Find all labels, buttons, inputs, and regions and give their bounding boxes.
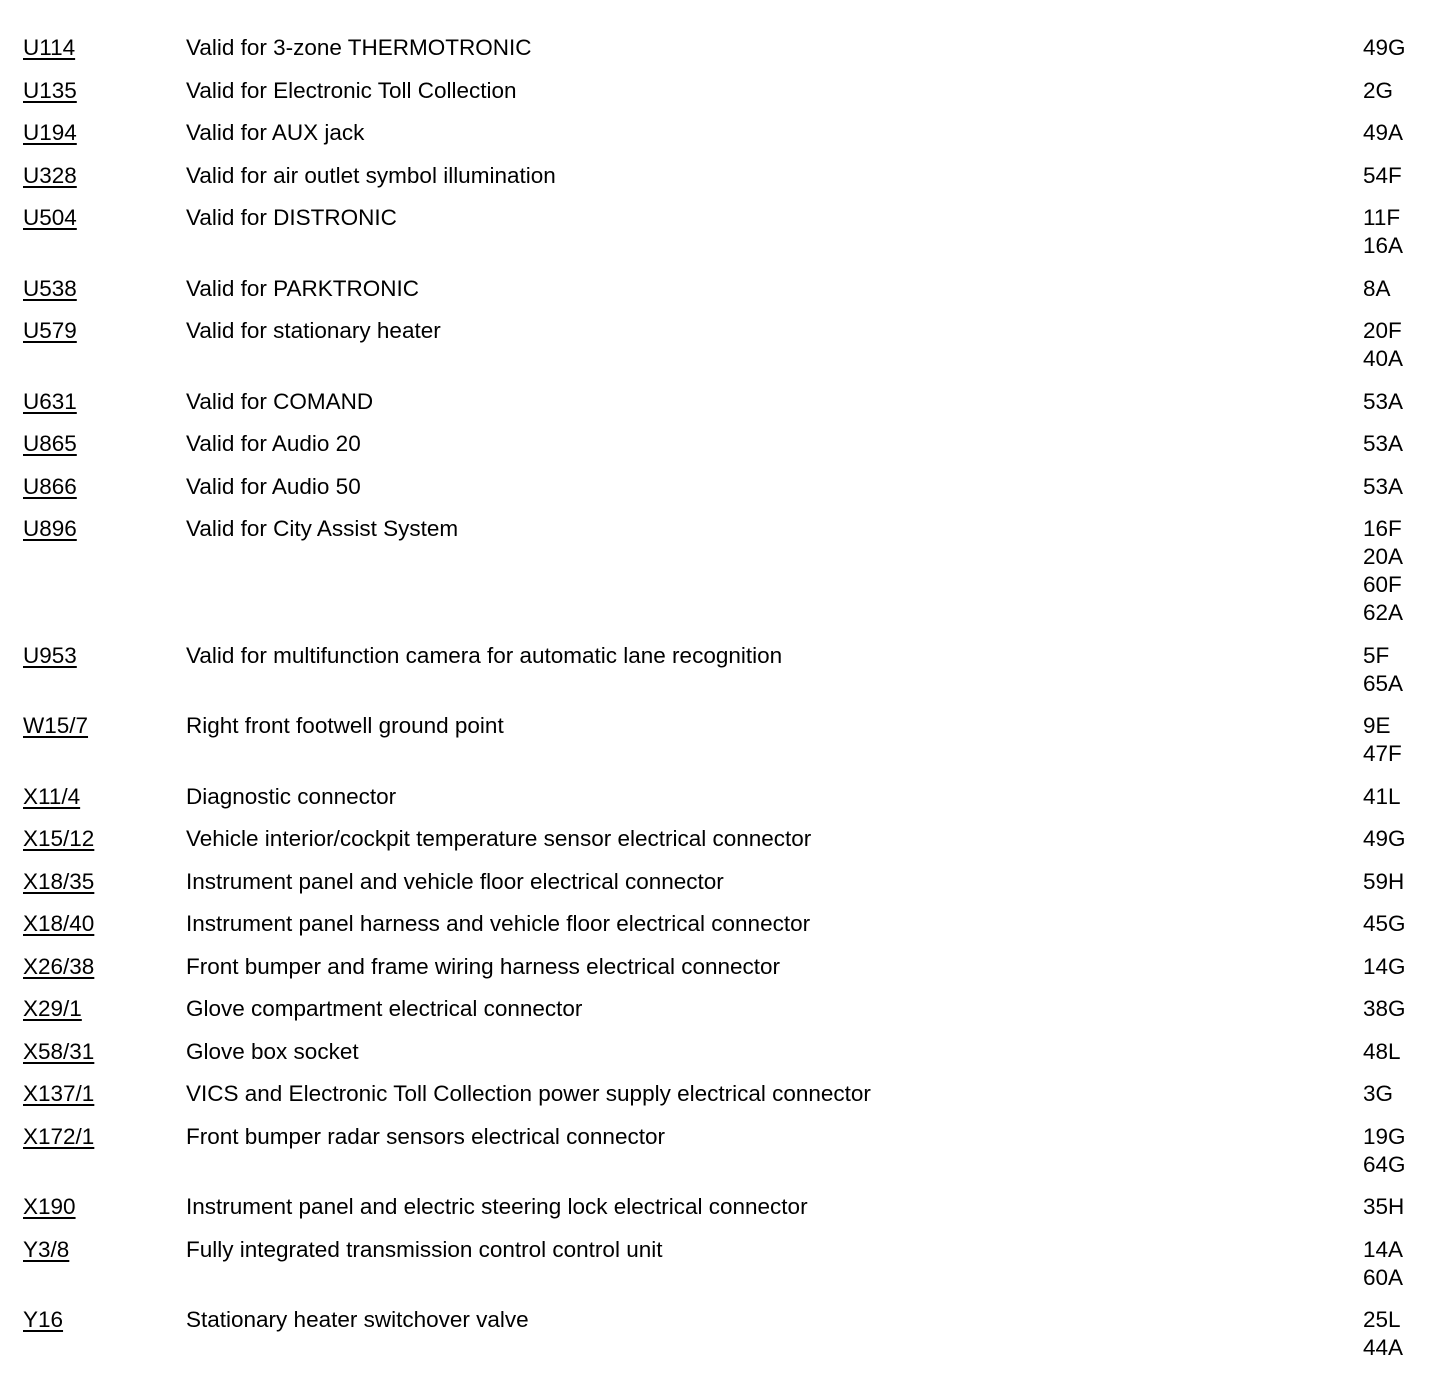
legend-row	[23, 1193, 1423, 1221]
component-code-link[interactable]: X11/4	[23, 783, 81, 809]
component-code-link[interactable]: U114	[23, 35, 76, 60]
component-code-link[interactable]: Y16	[23, 1307, 64, 1332]
legend-row	[23, 783, 1423, 811]
component-description: Valid for 3-zone THERMOTRONIC	[186, 35, 532, 60]
component-code-link[interactable]: U631	[23, 388, 77, 414]
legend-row	[23, 825, 1423, 853]
component-code-link[interactable]: X172/1	[23, 1123, 95, 1149]
grid-references	[1363, 712, 1423, 768]
component-code-link[interactable]: X58/31	[23, 1038, 95, 1064]
component-code-link[interactable]: U504	[23, 205, 77, 230]
grid-reference: 49A	[1363, 120, 1404, 145]
component-code-link[interactable]: X18/40	[23, 911, 95, 936]
grid-references	[1363, 1123, 1423, 1179]
legend-row	[23, 34, 1423, 62]
component-description: Front bumper and frame wiring harness electrical connector	[186, 953, 781, 979]
legend-row	[23, 162, 1423, 190]
legend-row	[23, 1306, 1423, 1362]
component-code-link[interactable]: U135	[23, 77, 77, 103]
component-description: Glove compartment electrical connector	[186, 996, 583, 1021]
component-description: Right front footwell ground point	[186, 713, 504, 738]
legend-row	[23, 275, 1423, 303]
component-legend-list	[23, 34, 1423, 1377]
component-code-link[interactable]: U953	[23, 642, 77, 668]
component-description: Glove box socket	[186, 1038, 359, 1064]
grid-references	[1363, 995, 1423, 1023]
legend-row	[23, 995, 1423, 1023]
grid-references	[1363, 1038, 1423, 1066]
grid-reference: 20F	[1363, 318, 1402, 343]
grid-references	[1363, 317, 1423, 373]
grid-references	[1363, 953, 1423, 981]
grid-reference: 65A	[1363, 670, 1404, 696]
grid-references	[1363, 910, 1423, 938]
component-code-link[interactable]: U194	[23, 120, 77, 145]
component-code-link[interactable]: Y3/8	[23, 1236, 70, 1262]
grid-reference: 41L	[1363, 783, 1401, 809]
legend-row	[23, 953, 1423, 981]
component-code-link[interactable]: U579	[23, 318, 77, 343]
legend-row	[23, 317, 1423, 373]
grid-references	[1363, 204, 1423, 260]
component-description: Instrument panel harness and vehicle floor electrical connector	[186, 911, 811, 936]
grid-references	[1363, 34, 1423, 62]
component-code-link[interactable]: U865	[23, 431, 77, 456]
grid-reference: 60A	[1363, 1264, 1404, 1290]
grid-reference: 62A	[1363, 600, 1404, 625]
component-description: Stationary heater switchover valve	[186, 1307, 529, 1332]
legend-row	[23, 515, 1423, 627]
grid-references	[1363, 1306, 1423, 1362]
component-code-link[interactable]: U866	[23, 473, 77, 499]
grid-reference: 9E	[1363, 713, 1391, 738]
grid-reference: 53A	[1363, 388, 1404, 414]
legend-row	[23, 868, 1423, 896]
grid-references	[1363, 1193, 1423, 1221]
grid-reference: 40A	[1363, 346, 1404, 371]
legend-row	[23, 430, 1423, 458]
legend-row	[23, 204, 1423, 260]
legend-row	[23, 712, 1423, 768]
grid-references	[1363, 825, 1423, 853]
grid-references	[1363, 473, 1423, 501]
component-description: Valid for Audio 20	[186, 431, 361, 456]
legend-row	[23, 910, 1423, 938]
grid-reference: 3G	[1363, 1081, 1394, 1106]
legend-row	[23, 119, 1423, 147]
component-description: Valid for City Assist System	[186, 516, 459, 541]
component-description: Valid for multifunction camera for automatic lane recognition	[186, 642, 783, 668]
legend-row	[23, 473, 1423, 501]
legend-row	[23, 642, 1423, 698]
grid-reference: 53A	[1363, 473, 1404, 499]
component-description: Vehicle interior/cockpit temperature sensor electrical connector	[186, 826, 812, 851]
grid-reference: 8A	[1363, 275, 1391, 301]
component-description: Valid for COMAND	[186, 388, 374, 414]
component-description: Instrument panel and vehicle floor electrical connector	[186, 868, 724, 894]
component-description: Valid for AUX jack	[186, 120, 365, 145]
grid-reference: 25L	[1363, 1307, 1401, 1332]
component-description: Instrument panel and electric steering lock electrical connector	[186, 1194, 808, 1219]
component-code-link[interactable]: U896	[23, 516, 77, 541]
component-code-link[interactable]: X29/1	[23, 996, 82, 1021]
grid-reference: 45G	[1363, 911, 1406, 936]
grid-references	[1363, 1236, 1423, 1292]
component-code-link[interactable]: X18/35	[23, 868, 95, 894]
component-code-link[interactable]: U328	[23, 162, 77, 188]
grid-references	[1363, 783, 1423, 811]
grid-reference: 59H	[1363, 868, 1405, 894]
grid-references	[1363, 1080, 1423, 1108]
grid-reference: 44A	[1363, 1335, 1404, 1360]
legend-row	[23, 1123, 1423, 1179]
component-description: VICS and Electronic Toll Collection power supply electrical connector	[186, 1081, 871, 1106]
component-code-link[interactable]: X190	[23, 1194, 76, 1219]
grid-reference: 60F	[1363, 572, 1402, 597]
grid-reference: 53A	[1363, 431, 1404, 456]
grid-reference: 49G	[1363, 826, 1406, 851]
grid-reference: 5F	[1363, 642, 1390, 668]
grid-references	[1363, 868, 1423, 896]
grid-reference: 48L	[1363, 1038, 1401, 1064]
grid-reference: 64G	[1363, 1151, 1406, 1177]
legend-row	[23, 1080, 1423, 1108]
grid-reference: 14A	[1363, 1236, 1404, 1262]
component-code-link[interactable]: U538	[23, 275, 77, 301]
grid-references	[1363, 119, 1423, 147]
component-code-link[interactable]: X15/12	[23, 826, 95, 851]
component-description: Valid for stationary heater	[186, 318, 441, 343]
legend-row	[23, 1038, 1423, 1066]
grid-reference: 11F	[1363, 205, 1401, 230]
component-description: Valid for air outlet symbol illumination	[186, 162, 556, 188]
grid-reference: 20A	[1363, 544, 1404, 569]
component-description: Valid for Audio 50	[186, 473, 361, 499]
grid-reference: 47F	[1363, 741, 1402, 766]
component-description: Valid for Electronic Toll Collection	[186, 77, 517, 103]
grid-references	[1363, 388, 1423, 416]
grid-references	[1363, 515, 1423, 627]
grid-reference: 49G	[1363, 35, 1406, 60]
component-description: Valid for DISTRONIC	[186, 205, 397, 230]
legend-row	[23, 1236, 1423, 1292]
grid-reference: 35H	[1363, 1194, 1405, 1219]
grid-reference: 16A	[1363, 233, 1404, 258]
grid-reference: 16F	[1363, 516, 1402, 541]
grid-references	[1363, 430, 1423, 458]
grid-reference: 38G	[1363, 996, 1406, 1021]
grid-reference: 14G	[1363, 953, 1406, 979]
grid-references	[1363, 275, 1423, 303]
component-description: Front bumper radar sensors electrical connector	[186, 1123, 665, 1149]
component-code-link[interactable]: W15/7	[23, 713, 89, 738]
grid-reference: 19G	[1363, 1123, 1406, 1149]
component-code-link[interactable]: X26/38	[23, 953, 95, 979]
grid-references	[1363, 162, 1423, 190]
grid-references	[1363, 642, 1423, 698]
legend-row	[23, 388, 1423, 416]
legend-row	[23, 77, 1423, 105]
component-description: Valid for PARKTRONIC	[186, 275, 419, 301]
grid-reference: 54F	[1363, 162, 1402, 188]
grid-references	[1363, 77, 1423, 105]
component-code-link[interactable]: X137/1	[23, 1081, 95, 1106]
grid-reference: 2G	[1363, 77, 1394, 103]
component-description: Fully integrated transmission control control unit	[186, 1236, 663, 1262]
component-description: Diagnostic connector	[186, 783, 397, 809]
